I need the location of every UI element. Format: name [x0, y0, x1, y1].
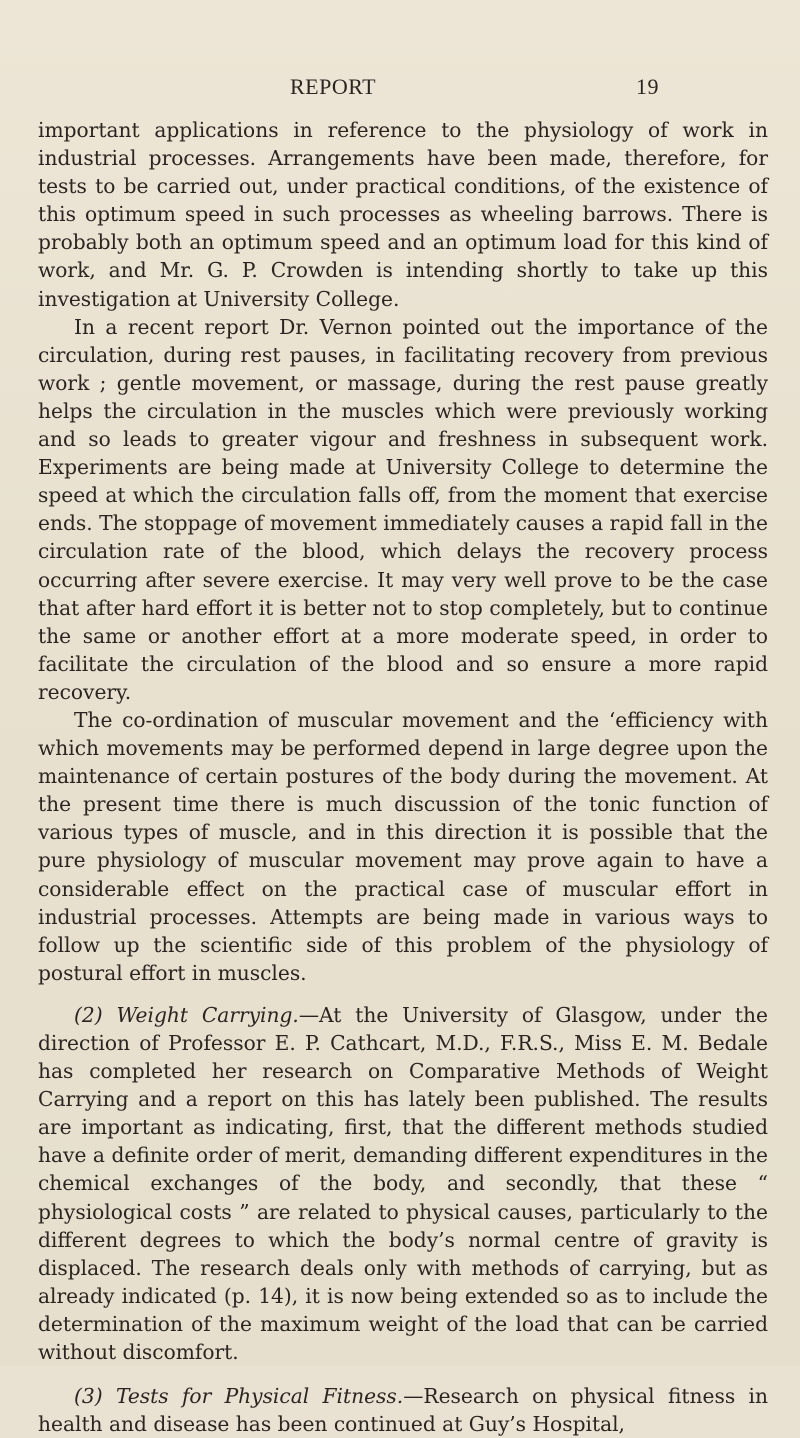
paragraph-text: —Research on physical fitness in health and disease has been continued at Guy’s Hospital,: [38, 1384, 768, 1437]
running-title: REPORT: [290, 74, 377, 99]
paragraph-coordination: [38, 706, 768, 987]
paragraph-optimum-speed: [38, 116, 768, 313]
paragraph-text: In a recent report Dr. Vernon pointed out the importance of the circulation, during rest pauses, in facilitating recovery from previous work ; gentle movement, or massage, during the rest pause greatly helps the circulation in the muscles which were previously working and so leads to greater vigour and freshness in subsequent work. Experiments are being made at University College to determine the speed at which the circulation falls off, from the moment that exercise ends. The stoppage of movement immediately causes a rapid fall in the circulation rate of the blood, which delays the recovery process occurring after severe exercise. It may very well prove to be the case that after hard effort it is better not to stop completely, but to continue the same or another effort at a more moderate speed, in order to facilitate the circulation of the blood and so ensure a more rapid recovery.: [38, 314, 768, 704]
body-text: [38, 116, 768, 1438]
section-heading-weight-carrying: (2) Weight Carrying.: [74, 1002, 299, 1027]
paragraph-weight-carrying: [38, 1001, 768, 1366]
page-header: [0, 74, 800, 104]
paragraph-circulation: [38, 313, 768, 706]
paragraph-text: important applications in reference to the physiology of work in industrial processes. Arrangements have been made, therefore, for tests to be carried out, under practical conditions, of the existence of this optimum speed in such processes as wheeling barrows. There is probably both an optimum speed and an optimum load for this kind of work, and Mr. G. P. Crowden is intending shortly to take up this investigation at University College.: [38, 118, 768, 311]
section-heading-physical-fitness: (3) Tests for Physical Fitness.: [74, 1384, 404, 1409]
paragraph-text: The co-ordination of muscular movement and the ‘efficiency with which movements may be performed depend in large degree upon the maintenance of certain postures of the body during the movement. At the present time there is much discussion of the tonic function of various types of muscle, and in this direction it is possible that the pure physiology of muscular movement may prove again to have a considerable effect on the practical case of muscular effort in industrial processes. Attempts are being made in various ways to follow up the scientific side of this problem of the physiology of postural effort in muscles.: [38, 707, 768, 985]
paragraph-physical-fitness: [38, 1382, 768, 1438]
paragraph-text: —At the University of Glasgow, under the direction of Professor E. P. Cathcart, M.D., F.R.S., Miss E. M. Bedale has completed her research on Comparative Methods of Weight Carrying and a report on this has lately been published. The results are important as indicating, first, that the different methods studied have a definite order of merit, demanding different expenditures in the chemical exchanges of the body, and secondly, that these “ physiological costs ” are related to physical causes, particularly to the different degrees to which the body’s normal centre of gravity is displaced. The research deals only with methods of carrying, but as already indicated (p. 14), it is now being extended so as to include the determination of the maximum weight of the load that can be carried without discomfort.: [38, 1002, 768, 1365]
page-number: 19: [636, 74, 659, 99]
